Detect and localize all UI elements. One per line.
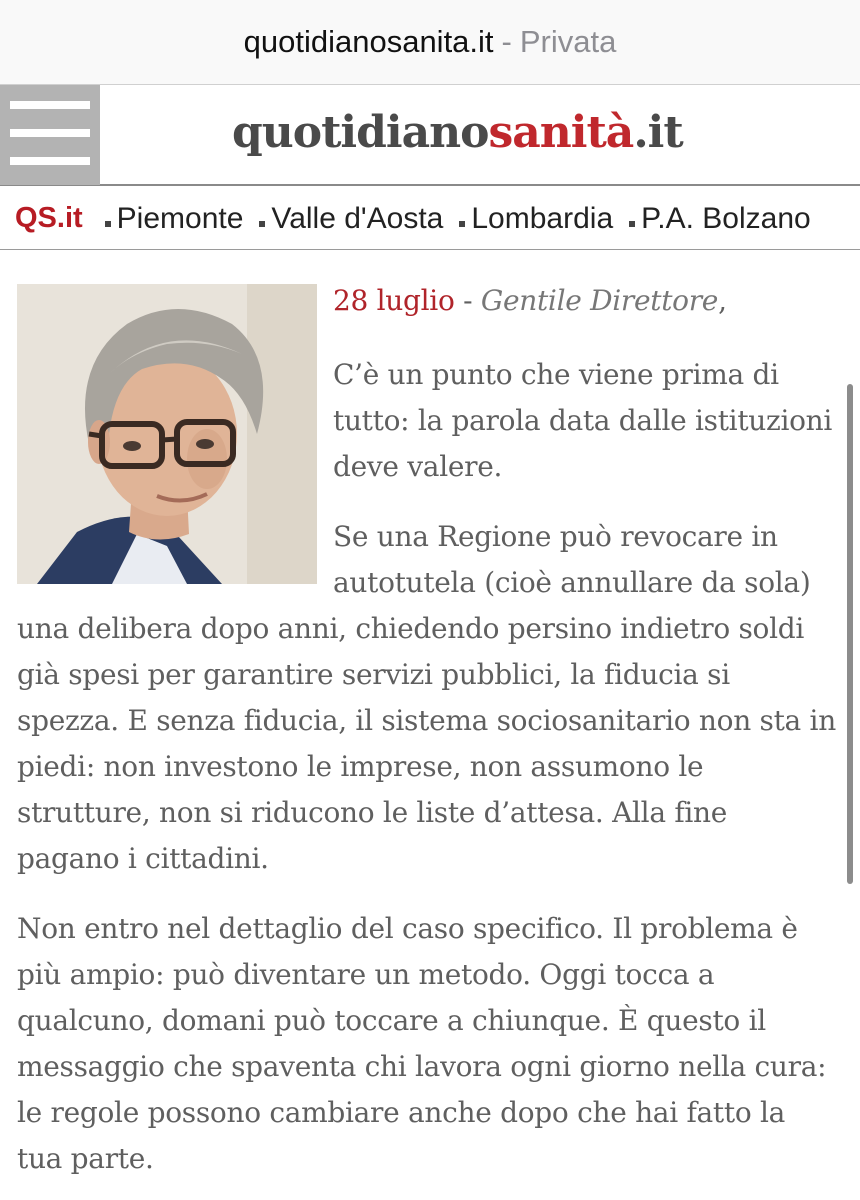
region-label: P.A. Bolzano xyxy=(641,201,811,235)
author-portrait-icon xyxy=(17,284,317,584)
browser-address-bar[interactable] xyxy=(0,0,860,84)
article-paragraph: C’è un punto che viene prima di tutto: la parola data dalle istituzioni deve valere. xyxy=(333,358,833,483)
logo-part-tld: .it xyxy=(633,107,683,158)
region-link-lombardia[interactable] xyxy=(459,202,613,236)
region-link-pa-bolzano[interactable] xyxy=(629,202,811,236)
address-host: quotidianosanita.it xyxy=(243,24,494,59)
hamburger-bar xyxy=(10,101,90,109)
address-separator: - xyxy=(501,24,512,59)
region-link-valle-daosta[interactable] xyxy=(259,202,443,236)
qs-home-link[interactable]: QS.it xyxy=(15,202,83,234)
region-label: Piemonte xyxy=(116,201,244,235)
article-greeting: Gentile Direttore xyxy=(480,284,719,317)
logo-part-quotidiano: quotidiano xyxy=(232,107,489,158)
region-label: Lombardia xyxy=(471,201,614,235)
private-mode-label: Privata xyxy=(519,24,617,59)
site-header xyxy=(0,84,860,186)
hamburger-bar xyxy=(10,157,90,165)
hamburger-menu-icon[interactable] xyxy=(0,85,100,185)
dateline-dash: - xyxy=(454,284,481,317)
article-date: 28 luglio xyxy=(333,284,455,317)
bullet-icon xyxy=(105,221,111,227)
hamburger-bar xyxy=(10,129,90,137)
region-label: Valle d'Aosta xyxy=(271,201,444,235)
logo-part-sanita: sanità xyxy=(488,107,634,158)
author-photo xyxy=(17,284,317,584)
bullet-icon xyxy=(629,221,635,227)
bullet-icon xyxy=(259,221,265,227)
site-logo[interactable] xyxy=(232,101,683,165)
article-paragraph: Se una Regione può revocare in autotutela (cioè annullare da sola) una delibera dopo anni, chiedendo persino indietro soldi già spesi per garantire servizi pubblici, la fiducia si spezza. E senza fiducia, il sistema sociosanitario non sta in piedi: non investono le imprese, non assumono le strutture, non si riducono le liste d’attesa. Alla fine pagano i cittadini. xyxy=(17,520,836,875)
region-nav xyxy=(0,188,860,250)
article-paragraph: Non entro nel dettaglio del caso specifico. Il problema è più ampio: può diventare un metodo. Oggi tocca a qualcuno, domani può toccare a chiunque. È questo il messaggio che spaventa chi lavora ogni giorno nella cura: le regole possono cambiare anche dopo che hai fatto la tua parte. xyxy=(17,912,827,1175)
scrollbar[interactable] xyxy=(847,384,853,884)
bullet-icon xyxy=(459,221,465,227)
region-link-piemonte[interactable] xyxy=(105,202,244,236)
greeting-suffix: , xyxy=(718,284,727,317)
article-body xyxy=(17,278,837,1200)
